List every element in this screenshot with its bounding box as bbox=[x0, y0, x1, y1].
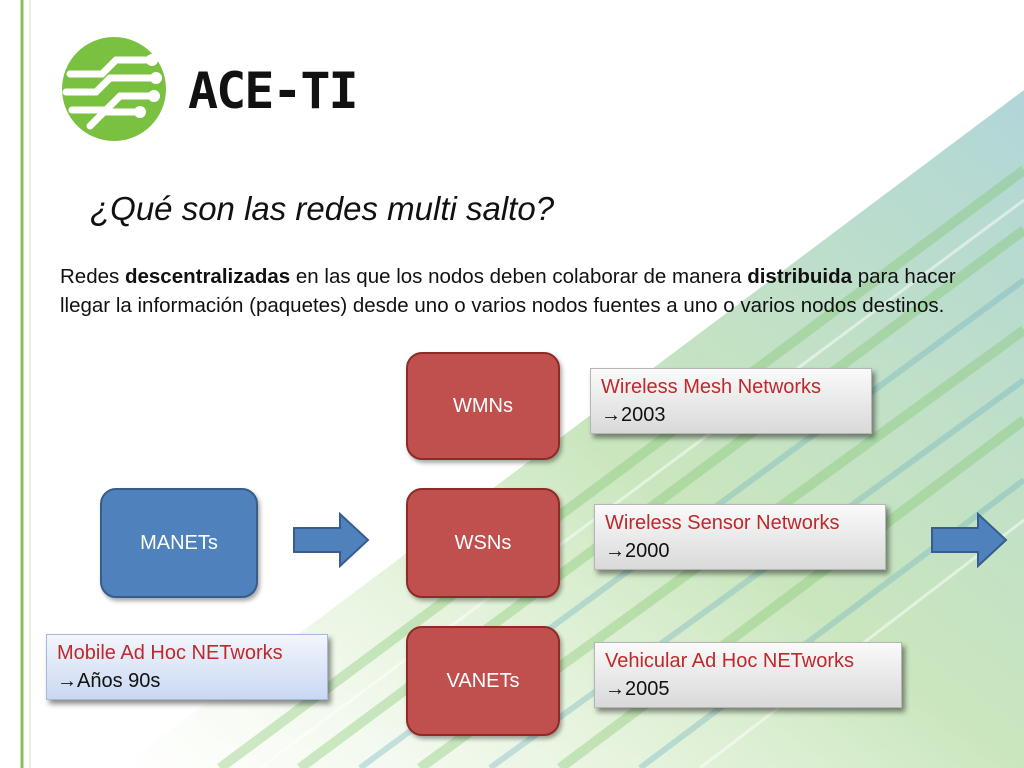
callout-title: Vehicular Ad Hoc NETworks bbox=[605, 650, 854, 672]
arrow-right-icon: → bbox=[601, 404, 621, 426]
slide-heading: ¿Qué son las redes multi salto? bbox=[90, 190, 555, 227]
wsns-node: WSNs bbox=[406, 488, 560, 598]
callout-title: Mobile Ad Hoc NETworks bbox=[57, 642, 283, 664]
arrow-right-icon: → bbox=[605, 678, 625, 700]
manets-node: MANETs bbox=[100, 488, 258, 598]
arrow-right-icon: → bbox=[57, 670, 77, 692]
arrow-right-icon: → bbox=[605, 540, 625, 562]
callout-title: Wireless Mesh Networks bbox=[601, 376, 822, 398]
callout-title: Wireless Sensor Networks bbox=[605, 512, 840, 534]
callout-year: →2005 bbox=[605, 678, 670, 700]
callout-year: →Años 90s bbox=[57, 670, 161, 692]
vanets-node: VANETs bbox=[406, 626, 560, 736]
callout-year: →2003 bbox=[601, 404, 666, 426]
vanets-callout bbox=[594, 642, 902, 708]
wsns-callout bbox=[594, 504, 886, 570]
right-arrow-icon bbox=[930, 512, 1008, 568]
brand-title: ACE-TI bbox=[188, 62, 357, 120]
manets-callout bbox=[46, 634, 328, 700]
wmns-node: WMNs bbox=[406, 352, 560, 460]
definition-paragraph: Redes descentralizadas en las que los nodos deben colaborar de manera distribuida para hacer llegar la información (paquetes) desde uno o varios nodos fuentes a uno o varios nodos destinos. bbox=[60, 265, 956, 317]
right-arrow-icon bbox=[292, 512, 370, 568]
wmns-callout bbox=[590, 368, 872, 434]
callout-year: →2000 bbox=[605, 540, 670, 562]
circuit-board-logo-icon bbox=[56, 34, 172, 144]
